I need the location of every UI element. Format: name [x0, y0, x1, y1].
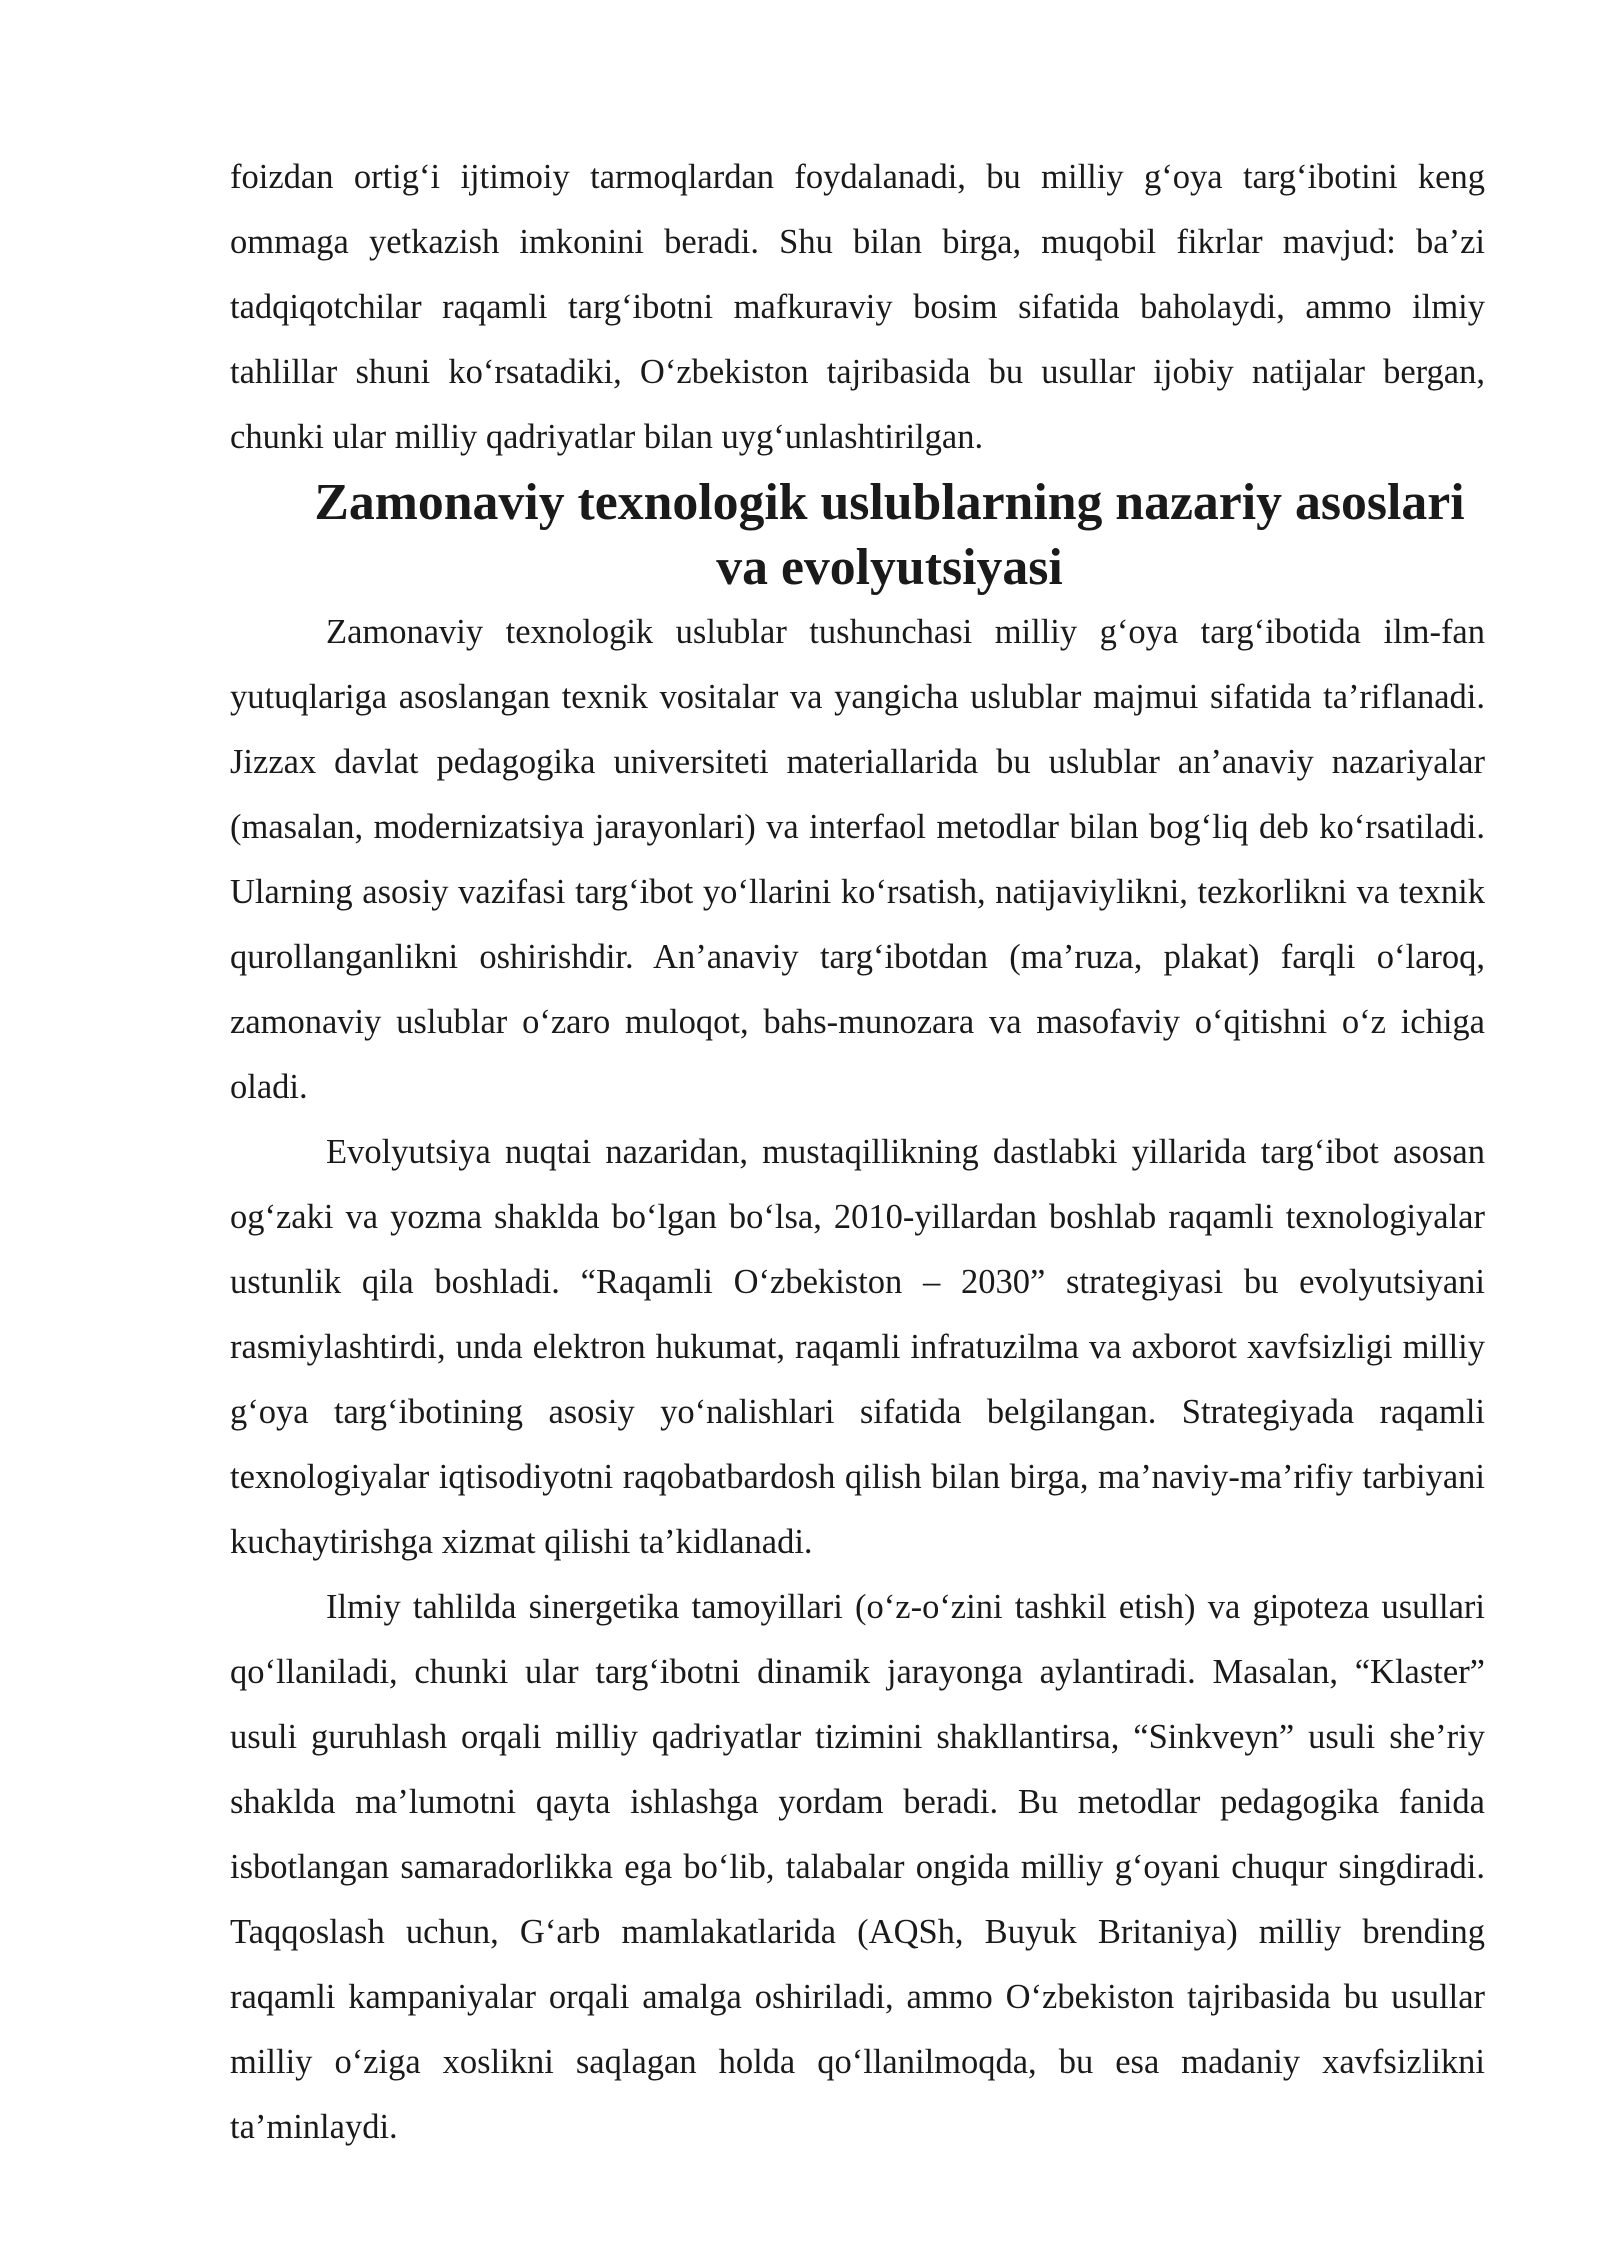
section-heading: Zamonaviy texnologik uslublarning nazariy asoslari va evolyutsiyasi — [314, 474, 1465, 596]
body-paragraph: foizdan ortig‘i ijtimoiy tarmoqlardan foydalanadi, bu milliy g‘oya targ‘ibotini keng ommaga yetkazish imkonini beradi. Shu bilan birga, muqobil fikrlar mavjud: ba’zi tadqiqotchilar raqamli targ‘ibotni mafkuraviy bosim sifatida baholaydi, ammo ilmiy tahlillar shuni ko‘rsatadiki, O‘zbekiston tajribasida bu usullar ijobiy natijalar bergan, chunki ular milliy qadriyatlar bilan uyg‘unlashtirilgan. — [230, 158, 1485, 456]
document-page — [230, 145, 1485, 2160]
body-paragraph: Zamonaviy texnologik uslublar tushunchasi milliy g‘oya targ‘ibotida ilm-fan yutuqlariga asoslangan texnik vositalar va yangicha uslublar majmui sifatida ta’riflanadi. Jizzax davlat pedagogika universiteti materiallarida bu uslublar an’anaviy nazariyalar (masalan, modernizatsiya jarayonlari) va interfaol metodlar bilan bog‘liq deb ko‘rsatiladi. Ularning asosiy vazifasi targ‘ibot yo‘llarini ko‘rsatish, natijaviylikni, tezkorlikni va texnik qurollanganlikni oshirishdir. An’anaviy targ‘ibotdan (ma’ruza, plakat) farqli o‘laroq, zamonaviy uslublar o‘zaro muloqot, bahs-munozara va masofaviy o‘qitishni o‘z ichiga oladi. — [230, 613, 1485, 1106]
body-paragraph: Ilmiy tahlilda sinergetika tamoyillari (o‘z-o‘zini tashkil etish) va gipoteza usullari qo‘llaniladi, chunki ular targ‘ibotni dinamik jarayonga aylantiradi. Masalan, “Klaster” usuli guruhlash orqali milliy qadriyatlar tizimini shakllantirsa, “Sinkveyn” usuli she’riy shaklda ma’lumotni qayta ishlashga yordam beradi. Bu metodlar pedagogika fanida isbotlangan samaradorlikka ega bo‘lib, talabalar ongida milliy g‘oyani chuqur singdiradi. Taqqoslash uchun, G‘arb mamlakatlarida (AQSh, Buyuk Britaniya) milliy brending raqamli kampaniyalar orqali amalga oshiriladi, ammo O‘zbekiston tajribasida bu usullar milliy o‘ziga xoslikni saqlagan holda qo‘llanilmoqda, bu esa madaniy xavfsizlikni ta’minlaydi. — [230, 1588, 1485, 2146]
body-paragraph: Evolyutsiya nuqtai nazaridan, mustaqillikning dastlabki yillarida targ‘ibot asosan og‘zaki va yozma shaklda bo‘lgan bo‘lsa, 2010-yillardan boshlab raqamli texnologiyalar ustunlik qila boshladi. “Raqamli O‘zbekiston – 2030” strategiyasi bu evolyutsiyani rasmiylashtirdi, unda elektron hukumat, raqamli infratuzilma va axborot xavfsizligi milliy g‘oya targ‘ibotining asosiy yo‘nalishlari sifatida belgilangan. Strategiyada raqamli texnologiyalar iqtisodiyotni raqobatbardosh qilish bilan birga, ma’naviy-ma’rifiy tarbiyani kuchaytirishga xizmat qilishi ta’kidlanadi. — [230, 1133, 1485, 1561]
